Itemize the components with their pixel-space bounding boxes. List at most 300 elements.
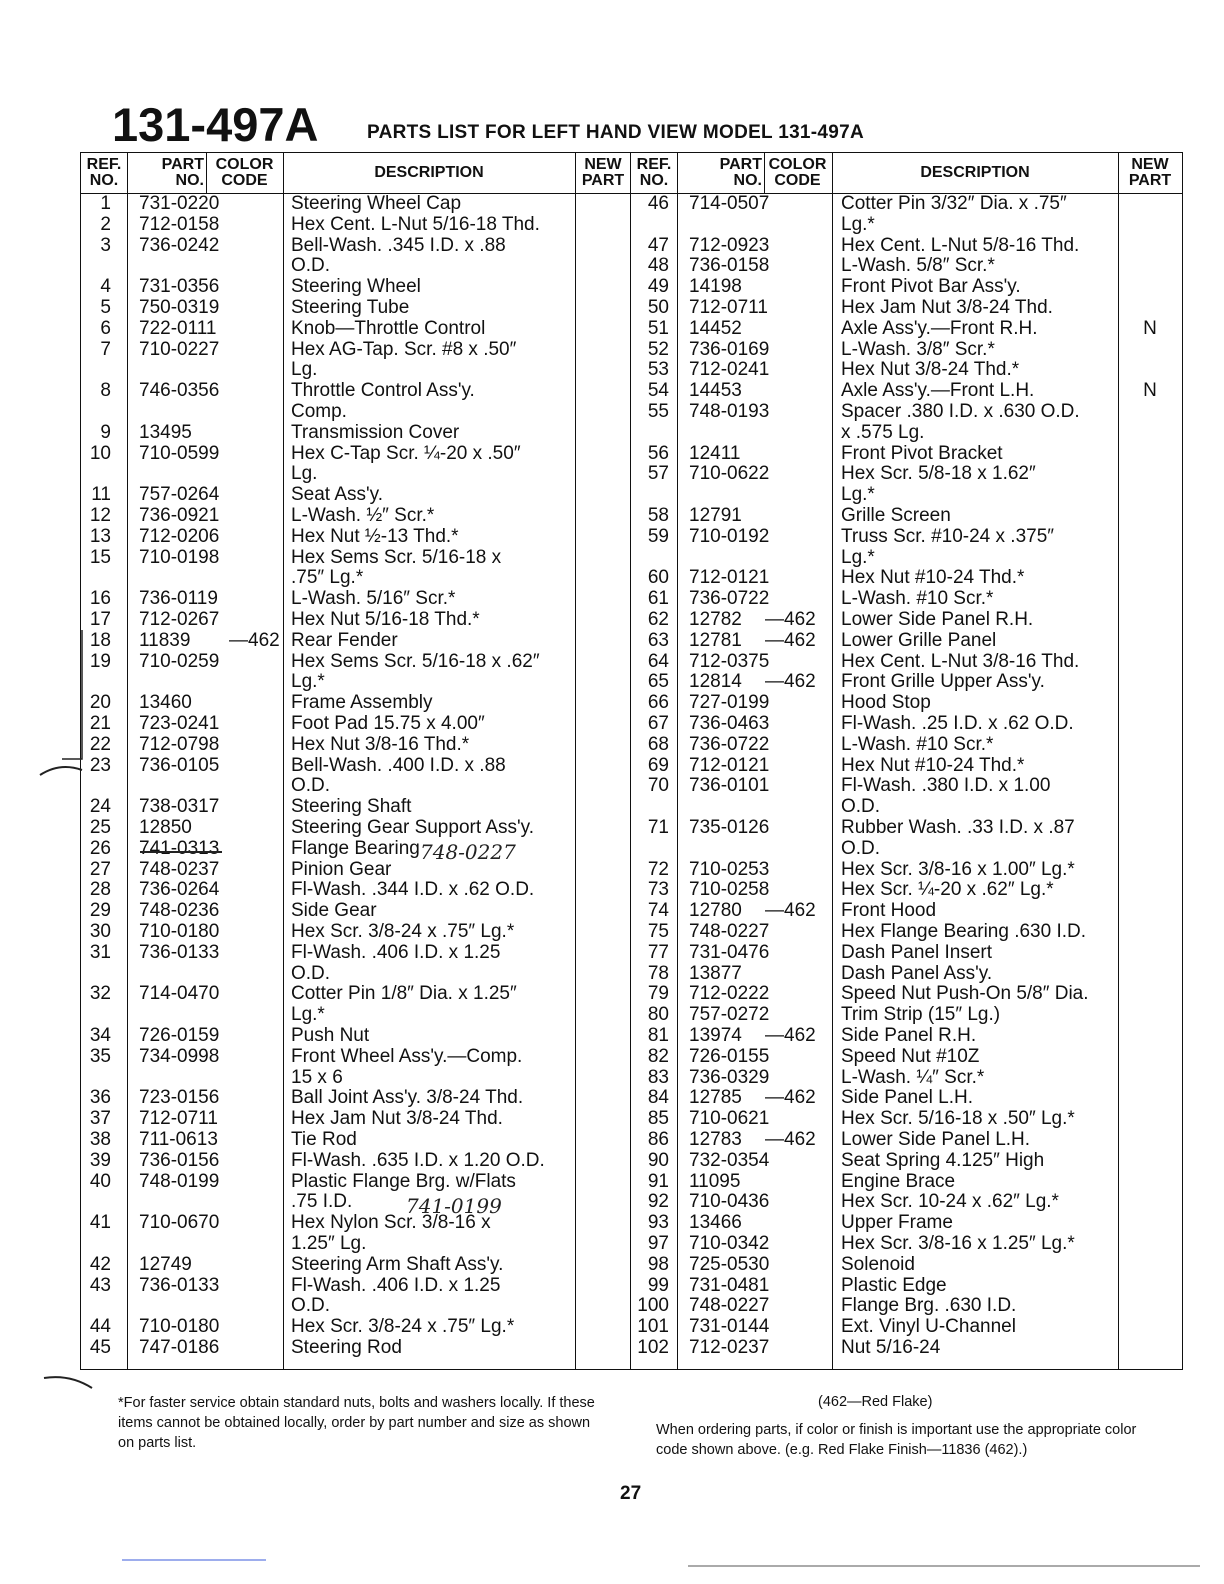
ref-number: 72: [647, 858, 669, 880]
part-number: 13974: [689, 1025, 742, 1046]
part-number: 710-0180: [139, 921, 220, 942]
part-description: L-Wash. #10 Scr.*: [841, 588, 994, 610]
ref-number: 50: [647, 297, 669, 318]
part-description: L-Wash. 5/8″ Scr.*: [841, 255, 995, 277]
ref-number: 26: [89, 837, 111, 859]
ref-number: 3: [100, 234, 111, 256]
header-description: DESCRIPTION: [374, 164, 484, 181]
ref-number: 20: [89, 692, 111, 714]
ref-number: 37: [89, 1108, 111, 1130]
ref-number: 48: [647, 255, 669, 277]
part-description: Frame Assembly: [291, 692, 433, 714]
ref-number: 7: [100, 338, 111, 360]
ref-number: 86: [647, 1129, 669, 1150]
part-description: Throttle Control Ass'y.: [291, 380, 475, 402]
part-number: 712-0711: [139, 1108, 218, 1130]
part-description: Cotter Pin 3/32″ Dia. x .75″: [841, 193, 1067, 214]
part-description: Rubber Wash. .33 I.D. x .87: [841, 817, 1075, 838]
part-description: Cotter Pin 1/8″ Dia. x 1.25″: [291, 983, 517, 1005]
part-description: Flange Brg. .630 I.D.: [841, 1295, 1017, 1317]
part-number: 710-0253: [689, 858, 770, 880]
ref-number: 30: [89, 921, 111, 942]
part-number: 738-0317: [139, 796, 220, 818]
part-number: 14453: [689, 380, 742, 402]
part-number: 736-0105: [139, 754, 220, 776]
part-description: Lg.*: [841, 546, 875, 568]
header-ref: REF. NO.: [636, 156, 672, 189]
part-description: O.D.: [291, 775, 331, 797]
ref-number: 29: [89, 900, 111, 922]
part-description: Bell-Wash. .400 I.D. x .88: [291, 754, 506, 776]
part-number: 11095: [689, 1170, 741, 1192]
part-description: Hex Flange Bearing .630 I.D.: [841, 921, 1087, 942]
new-part-flag: N: [1143, 380, 1157, 402]
part-description: Lg.: [291, 359, 318, 381]
ref-number: 21: [89, 713, 111, 734]
color-code: —462: [765, 1087, 816, 1109]
part-description: Lower Side Panel R.H.: [841, 609, 1034, 630]
part-number: 13877: [689, 962, 742, 984]
ref-number: 35: [89, 1045, 111, 1067]
ref-number: 39: [89, 1149, 111, 1171]
part-description: Hex Scr. 3/8-16 x 1.00″ Lg.*: [841, 858, 1075, 880]
ref-number: 68: [647, 733, 669, 755]
part-description: Lower Grille Panel: [841, 629, 997, 651]
header-new-part: NEW PART: [581, 156, 625, 189]
part-description: Hex Nut 3/8-24 Thd.*: [841, 359, 1020, 381]
part-number: 710-0622: [689, 463, 770, 485]
part-number: 710-0198: [139, 546, 220, 568]
part-number: 736-0156: [139, 1149, 220, 1171]
part-description: L-Wash. ¼″ Scr.*: [841, 1066, 985, 1088]
part-number: 710-0258: [689, 879, 770, 901]
part-description: Steering Rod: [291, 1337, 402, 1358]
part-number: 723-0241: [139, 713, 220, 734]
color-code: —462: [765, 609, 816, 630]
part-description: x .575 Lg.: [841, 421, 925, 443]
part-description: Nut 5/16-24: [841, 1337, 941, 1358]
ordering-note: When ordering parts, if color or finish is important use the appropriate color code shown above. (e.g. Red Flake Finish—11836 (462).): [656, 1422, 1137, 1458]
part-number: 14198: [689, 276, 742, 298]
ref-number: 1: [100, 193, 111, 214]
ref-number: 16: [89, 588, 111, 610]
part-description: Speed Nut Push-On 5/8″ Dia.: [841, 983, 1089, 1005]
ref-number: 17: [89, 609, 111, 630]
part-description: L-Wash. ½″ Scr.*: [291, 505, 435, 526]
part-description: Hex Scr. 5/8-18 x 1.62″: [841, 463, 1036, 485]
part-number: 712-0237: [689, 1337, 770, 1358]
new-part-flag: N: [1143, 317, 1157, 339]
part-number: 731-0481: [689, 1274, 770, 1296]
header-description: DESCRIPTION: [920, 164, 1030, 181]
ref-number: 79: [647, 983, 669, 1005]
part-description: Flange Bearing: [291, 837, 420, 859]
ref-number: 97: [647, 1233, 669, 1254]
part-description: Lg.*: [841, 213, 875, 235]
part-number: 710-0670: [139, 1212, 220, 1234]
ref-number: 41: [89, 1212, 111, 1234]
part-number: 736-0119: [139, 588, 218, 610]
part-description: Fl-Wash. .406 I.D. x 1.25: [291, 941, 501, 963]
header-ref: REF. NO.: [86, 156, 122, 189]
part-number: 725-0530: [689, 1253, 770, 1275]
part-number: 736-0133: [139, 1274, 220, 1296]
part-number: 731-0476: [689, 941, 770, 963]
part-description: Steering Arm Shaft Ass'y.: [291, 1253, 504, 1275]
ref-number: 53: [647, 359, 669, 381]
ref-number: 51: [647, 317, 669, 339]
ref-number: 24: [89, 796, 111, 818]
part-number: 712-0375: [689, 650, 770, 672]
part-description: Side Panel R.H.: [841, 1025, 977, 1046]
part-number: 13466: [689, 1212, 742, 1234]
part-number: 712-0222: [689, 983, 770, 1005]
part-number: 714-0507: [689, 193, 770, 214]
part-number: 736-0169: [689, 338, 770, 360]
handwritten-plastic-correction: 741-0199: [406, 1194, 502, 1218]
part-description: Hex Jam Nut 3/8-24 Thd.: [841, 297, 1053, 318]
part-description: Hex Scr. ¼-20 x .62″ Lg.*: [841, 879, 1054, 901]
ref-number: 59: [647, 525, 669, 547]
color-code: —462: [765, 900, 816, 922]
ref-number: 84: [647, 1087, 669, 1109]
part-number: 712-0206: [139, 525, 220, 547]
part-description: Dash Panel Ass'y.: [841, 962, 993, 984]
part-description: Fl-Wash. .406 I.D. x 1.25: [291, 1274, 501, 1296]
part-number: 13495: [139, 421, 192, 443]
ref-number: 4: [100, 276, 111, 298]
part-description: Hex Nut ½-13 Thd.*: [291, 525, 459, 547]
ref-number: 12: [89, 505, 111, 526]
part-description: Hex AG-Tap. Scr. #8 x .50″: [291, 338, 517, 360]
ref-number: 63: [647, 629, 669, 651]
part-number: 12782: [689, 609, 742, 630]
ref-number: 74: [647, 900, 669, 922]
ref-number: 25: [89, 817, 111, 838]
part-number: 12850: [139, 817, 192, 838]
part-number: 731-0144: [689, 1316, 770, 1338]
part-number: 712-0241: [689, 359, 770, 381]
ref-number: 31: [89, 941, 111, 963]
ref-number: 18: [89, 629, 111, 651]
part-description: Axle Ass'y.—Front R.H.: [841, 317, 1038, 339]
part-description: .75 I.D.: [291, 1191, 353, 1213]
part-number: 712-0158: [139, 213, 220, 235]
ref-number: 46: [647, 193, 669, 214]
part-number: 748-0193: [689, 401, 770, 422]
part-number: 746-0356: [139, 380, 220, 402]
part-number: 726-0159: [139, 1025, 220, 1046]
ref-number: 73: [647, 879, 669, 901]
part-description: Front Hood: [841, 900, 937, 922]
part-number: 723-0156: [139, 1087, 220, 1109]
part-description: Transmission Cover: [291, 421, 460, 443]
part-description: Steering Wheel Cap: [291, 193, 462, 214]
part-number: 727-0199: [689, 692, 770, 714]
color-code: —462: [765, 1025, 816, 1046]
part-number: 711-0613: [139, 1129, 218, 1150]
part-number: 757-0272: [689, 1004, 770, 1026]
header-color-code: COLOR CODE: [768, 156, 827, 189]
part-number: 736-0921: [139, 505, 220, 526]
ref-number: 77: [647, 941, 669, 963]
part-number: 748-0199: [139, 1170, 220, 1192]
part-number: 736-0101: [689, 775, 770, 797]
part-number: 12781: [689, 629, 742, 651]
part-number: 736-0158: [689, 255, 770, 277]
part-number: 12814: [689, 671, 742, 693]
part-number: 736-0133: [139, 941, 220, 963]
part-description: Hex Nylon Scr. 3/8-16 x: [291, 1212, 491, 1234]
part-number: 750-0319: [139, 297, 220, 318]
part-number: 748-0236: [139, 900, 220, 922]
ref-number: 99: [647, 1274, 669, 1296]
part-number: 748-0227: [689, 1295, 770, 1317]
part-number: 712-0923: [689, 234, 770, 256]
part-number: 710-0599: [139, 442, 220, 464]
part-description: Fl-Wash. .344 I.D. x .62 O.D.: [291, 879, 535, 901]
part-description: Steering Gear Support Ass'y.: [291, 817, 535, 838]
page-subtitle: PARTS LIST FOR LEFT HAND VIEW MODEL 131-497A: [367, 122, 865, 143]
part-number: 736-0329: [689, 1066, 770, 1088]
ref-number: 67: [647, 713, 669, 734]
part-number: 748-0227: [689, 921, 770, 942]
ref-number: 85: [647, 1108, 669, 1130]
ref-number: 15: [89, 546, 111, 568]
part-number: 12749: [139, 1253, 192, 1275]
part-description: Side Panel L.H.: [841, 1087, 974, 1109]
ref-number: 54: [647, 380, 669, 402]
part-number: 712-0711: [689, 297, 768, 318]
part-description: Truss Scr. #10-24 x .375″: [841, 525, 1055, 547]
part-description: Steering Shaft: [291, 796, 412, 818]
ref-number: 22: [89, 733, 111, 755]
part-description: Spacer .380 I.D. x .630 O.D.: [841, 401, 1080, 422]
part-number: 736-0722: [689, 733, 770, 755]
ref-number: 62: [647, 609, 669, 630]
ref-number: 32: [89, 983, 111, 1005]
ref-number: 6: [100, 317, 111, 339]
part-description: L-Wash. #10 Scr.*: [841, 733, 994, 755]
ref-number: 49: [647, 276, 669, 298]
ref-number: 61: [647, 588, 669, 610]
part-description: Lower Side Panel L.H.: [841, 1129, 1031, 1150]
ref-number: 40: [89, 1170, 111, 1192]
part-number: 736-0242: [139, 234, 220, 256]
part-description: Hex Cent. L-Nut 3/8-16 Thd.: [841, 650, 1080, 672]
part-description: 1.25″ Lg.: [291, 1233, 367, 1254]
part-number: 12791: [689, 505, 742, 526]
part-number: 731-0356: [139, 276, 220, 298]
ref-number: 100: [637, 1295, 669, 1317]
part-description: Seat Ass'y.: [291, 484, 383, 506]
part-description: Lg.*: [291, 671, 325, 693]
part-description: Lg.: [291, 463, 318, 485]
part-description: Hex Nut 5/16-18 Thd.*: [291, 609, 480, 630]
part-description: Front Grille Upper Ass'y.: [841, 671, 1045, 693]
part-description: Plastic Flange Brg. w/Flats: [291, 1170, 516, 1192]
part-description: Hood Stop: [841, 692, 931, 714]
part-description: Hex C-Tap Scr. ¼-20 x .50″: [291, 442, 521, 464]
part-number: 12785: [689, 1087, 742, 1109]
ref-number: 56: [647, 442, 669, 464]
part-number: 710-0259: [139, 650, 220, 672]
part-description: L-Wash. 3/8″ Scr.*: [841, 338, 995, 360]
part-description: Seat Spring 4.125″ High: [841, 1149, 1045, 1171]
part-description: Fl-Wash. .380 I.D. x 1.00: [841, 775, 1051, 797]
ref-number: 98: [647, 1253, 669, 1275]
part-number: 748-0237: [139, 858, 220, 880]
ref-number: 83: [647, 1066, 669, 1088]
part-number: 736-0722: [689, 588, 770, 610]
ref-number: 52: [647, 338, 669, 360]
part-number: 757-0264: [139, 484, 220, 506]
part-description: O.D.: [291, 962, 331, 984]
ref-number: 45: [89, 1337, 111, 1358]
header-color-code: COLOR CODE: [215, 156, 274, 189]
part-description: Bell-Wash. .345 I.D. x .88: [291, 234, 506, 256]
part-number: 12780: [689, 900, 742, 922]
part-description: Front Pivot Bracket: [841, 442, 1003, 464]
part-number: 736-0264: [139, 879, 220, 901]
color-code: —462: [765, 1129, 816, 1150]
ref-number: 11: [91, 484, 111, 506]
part-number: 710-0436: [689, 1191, 770, 1213]
part-number: 714-0470: [139, 983, 220, 1005]
part-number: 710-0180: [139, 1316, 220, 1338]
part-description: .75″ Lg.*: [291, 567, 364, 589]
part-description: Push Nut: [291, 1025, 370, 1046]
part-description: O.D.: [291, 1295, 331, 1317]
ref-number: 102: [637, 1337, 669, 1358]
part-number: 712-0267: [139, 609, 220, 630]
ref-number: 64: [647, 650, 669, 672]
header-part-no: PART NO.: [161, 156, 204, 189]
color-code: —462: [765, 629, 816, 651]
color-code: —462: [229, 629, 280, 651]
part-description: Hex Nut 3/8-16 Thd.*: [291, 733, 470, 755]
ref-number: 2: [100, 213, 111, 235]
ref-number: 57: [647, 463, 669, 485]
part-description: Hex Nut #10-24 Thd.*: [841, 567, 1025, 589]
ref-number: 81: [647, 1025, 669, 1046]
part-description: Trim Strip (15″ Lg.): [841, 1004, 1001, 1026]
ref-number: 34: [89, 1025, 111, 1046]
part-description: Hex Scr. 3/8-24 x .75″ Lg.*: [291, 1316, 515, 1338]
color-legend: (462—Red Flake): [818, 1394, 933, 1410]
part-number: 710-0342: [689, 1233, 770, 1254]
part-description: Hex Sems Scr. 5/16-18 x: [291, 546, 502, 568]
part-description: O.D.: [841, 837, 881, 859]
part-number: 747-0186: [139, 1337, 220, 1358]
ref-number: 8: [100, 380, 111, 402]
ref-number: 47: [647, 234, 669, 256]
part-number: 12783: [689, 1129, 742, 1150]
ref-number: 23: [89, 754, 111, 776]
part-description: Lg.*: [291, 1004, 325, 1026]
ref-number: 82: [647, 1045, 669, 1067]
part-description: Tie Rod: [291, 1129, 357, 1150]
part-description: Front Pivot Bar Ass'y.: [841, 276, 1021, 298]
part-description: Solenoid: [841, 1253, 915, 1275]
part-description: Axle Ass'y.—Front L.H.: [841, 380, 1035, 402]
part-description: Foot Pad 15.75 x 4.00″: [291, 713, 485, 734]
part-description: Plastic Edge: [841, 1274, 947, 1296]
ref-number: 44: [89, 1316, 111, 1338]
part-number: 726-0155: [689, 1045, 770, 1067]
page-number: 27: [620, 1483, 642, 1504]
ref-number: 38: [89, 1129, 111, 1150]
part-description: Hex Cent. L-Nut 5/16-18 Thd.: [291, 213, 540, 235]
ref-number: 71: [647, 817, 669, 838]
part-description: 15 x 6: [291, 1066, 343, 1088]
part-number: 11839: [139, 629, 191, 651]
part-description: Hex Nut #10-24 Thd.*: [841, 754, 1025, 776]
part-description: Engine Brace: [841, 1170, 956, 1192]
part-description: Speed Nut #10Z: [841, 1045, 980, 1067]
part-description: Ball Joint Ass'y. 3/8-24 Thd.: [291, 1087, 524, 1109]
ref-number: 70: [647, 775, 669, 797]
ref-number: 42: [89, 1253, 111, 1275]
part-description: Hex Scr. 3/8-16 x 1.25″ Lg.*: [841, 1233, 1075, 1254]
part-description: Hex Scr. 3/8-24 x .75″ Lg.*: [291, 921, 515, 942]
header-new-part: NEW PART: [1128, 156, 1172, 189]
ref-number: 80: [647, 1004, 669, 1026]
model-number: 131-497A: [112, 98, 319, 151]
part-description: Hex Scr. 10-24 x .62″ Lg.*: [841, 1191, 1059, 1213]
ref-number: 66: [647, 692, 669, 714]
part-description: Hex Sems Scr. 5/16-18 x .62″: [291, 650, 540, 672]
part-description: Hex Scr. 5/16-18 x .50″ Lg.*: [841, 1108, 1075, 1130]
part-number: 710-0621: [689, 1108, 770, 1130]
ref-number: 13: [89, 525, 111, 547]
ref-number: 101: [637, 1316, 669, 1338]
part-description: Side Gear: [291, 900, 377, 922]
part-description: O.D.: [291, 255, 331, 277]
part-description: Lg.*: [841, 484, 875, 506]
part-description: Fl-Wash. .25 I.D. x .62 O.D.: [841, 713, 1074, 734]
part-number: 736-0463: [689, 713, 770, 734]
part-description: Upper Frame: [841, 1212, 953, 1234]
ref-number: 19: [89, 650, 111, 672]
header-part-no: PART NO.: [719, 156, 762, 189]
footnote: *For faster service obtain standard nuts, bolts and washers locally. If these items cannot be obtained locally, order by part number and size as shown on parts list.: [118, 1395, 595, 1451]
ref-number: 60: [647, 567, 669, 589]
part-number: 712-0798: [139, 733, 220, 755]
part-number: 732-0354: [689, 1149, 770, 1171]
ref-number: 36: [89, 1087, 111, 1109]
part-description: Ext. Vinyl U-Channel: [841, 1316, 1016, 1338]
part-description: Front Wheel Ass'y.—Comp.: [291, 1045, 523, 1067]
part-description: Rear Fender: [291, 629, 398, 651]
part-number: 731-0220: [139, 193, 220, 214]
ref-number: 55: [647, 401, 669, 422]
part-description: Comp.: [291, 401, 347, 422]
ref-number: 28: [89, 879, 111, 901]
part-description: Steering Wheel: [291, 276, 421, 298]
ref-number: 91: [647, 1170, 669, 1192]
part-number: 12411: [689, 442, 741, 464]
ref-number: 9: [100, 421, 111, 443]
part-number: 13460: [139, 692, 192, 714]
ref-number: 65: [647, 671, 669, 693]
part-description: Steering Tube: [291, 297, 410, 318]
part-description: Hex Cent. L-Nut 5/8-16 Thd.: [841, 234, 1080, 256]
part-description: Fl-Wash. .635 I.D. x 1.20 O.D.: [291, 1149, 545, 1171]
part-number: 712-0121: [689, 567, 770, 589]
ref-number: 10: [89, 442, 111, 464]
part-number: 712-0121: [689, 754, 770, 776]
